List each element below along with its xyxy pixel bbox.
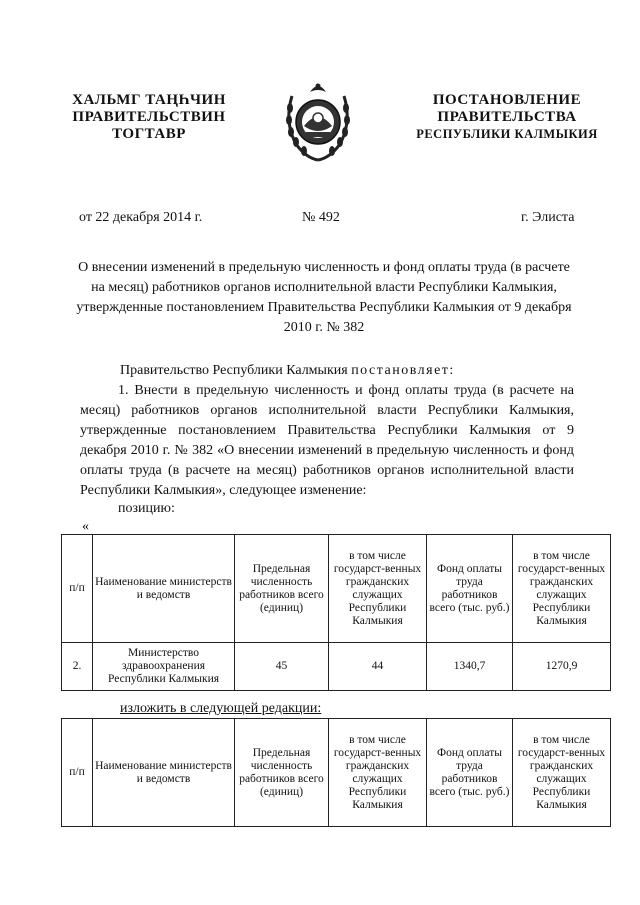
header-right-line: ПРАВИТЕЛЬСТВА	[437, 109, 577, 125]
table-row	[62, 643, 611, 691]
point-1-text: 1. Внести в предельную численность и фонд оплаты труда (в расчете на месяц) работников органов исполнительной власти Республики Калмыкия, утвержденные постановлением Правительства Республики Калмыкия от 9 декабря 2010 г. № 382 «О внесении изменений в предельную численность и фонд оплаты труда (в расчете на месяц) работников органов исполнительной власти Республики Калмыкия», следующее изменение:	[80, 383, 574, 498]
header-cell: в том числе государст-венных гражданских служащих Республики Калмыкия	[329, 719, 427, 827]
quote-mark: «	[82, 519, 89, 534]
header-cell: в том числе государст-венных гражданских служащих Республики Калмыкия	[329, 535, 427, 643]
document-title: О внесении изменений в предельную численность и фонд оплаты труда (в расчете на месяц) работников органов исполнительной власти Республики Калмыкия, утвержденные постановлением Правительства Республики Калмыкия от 9 декабря 2010 г. № 382	[76, 260, 572, 335]
table-header-row	[62, 535, 611, 643]
header-left-line: ХАЛЬМГ ТАҢҺЧИН	[72, 92, 226, 108]
positions-table	[61, 534, 611, 691]
table-cell: 1270,9	[513, 643, 611, 691]
header-left-line: ТОГТАВР	[112, 126, 186, 142]
kalmykia-coat-of-arms-icon	[282, 78, 354, 162]
document-number: № 492	[302, 210, 340, 225]
header-right-line: ПОСТАНОВЛЕНИЕ	[432, 92, 582, 108]
header-cell: п/п	[62, 535, 93, 643]
header-cell: Наименование министерств и ведомств	[93, 535, 235, 643]
table-cell: Министерство здравоохранения Республики Калмыкия	[93, 643, 235, 691]
document-date: от 22 декабря 2014 г.	[79, 210, 203, 225]
position-label: позицию:	[118, 501, 175, 516]
header-cell: Фонд оплаты труда работников всего (тыс. руб.)	[427, 719, 513, 827]
new-positions-table	[61, 718, 611, 827]
replace-label: изложить в следующей редакции:	[120, 701, 322, 716]
document-city: г. Элиста	[521, 210, 575, 225]
intro-text: Правительство Республики Калмыкия	[120, 363, 348, 378]
table-cell: 45	[235, 643, 329, 691]
table-cell: 44	[329, 643, 427, 691]
header-cell: в том числе государст-венных гражданских служащих Республики Калмыкия	[513, 719, 611, 827]
intro-verb: постановляет:	[351, 363, 455, 378]
header-cell: Наименование министерств и ведомств	[93, 719, 235, 827]
header-cell: Предельная численность работников всего (единиц)	[235, 535, 329, 643]
point-1-paragraph	[80, 381, 574, 501]
header-left-line: ПРАВИТЕЛЬСТВИН	[72, 109, 226, 125]
header-cell: Предельная численность работников всего (единиц)	[235, 719, 329, 827]
table-cell: 2.	[62, 643, 93, 691]
header-cell: п/п	[62, 719, 93, 827]
header-right-block	[404, 92, 610, 143]
header-cell: в том числе государст-венных гражданских служащих Республики Калмыкия	[513, 535, 611, 643]
header-cell: Фонд оплаты труда работников всего (тыс. руб.)	[427, 535, 513, 643]
header-left-block	[60, 92, 238, 143]
header-right-line: РЕСПУБЛИКИ КАЛМЫКИЯ	[416, 127, 598, 141]
intro-paragraph	[120, 361, 455, 381]
table-header-row	[62, 719, 611, 827]
table-cell: 1340,7	[427, 643, 513, 691]
